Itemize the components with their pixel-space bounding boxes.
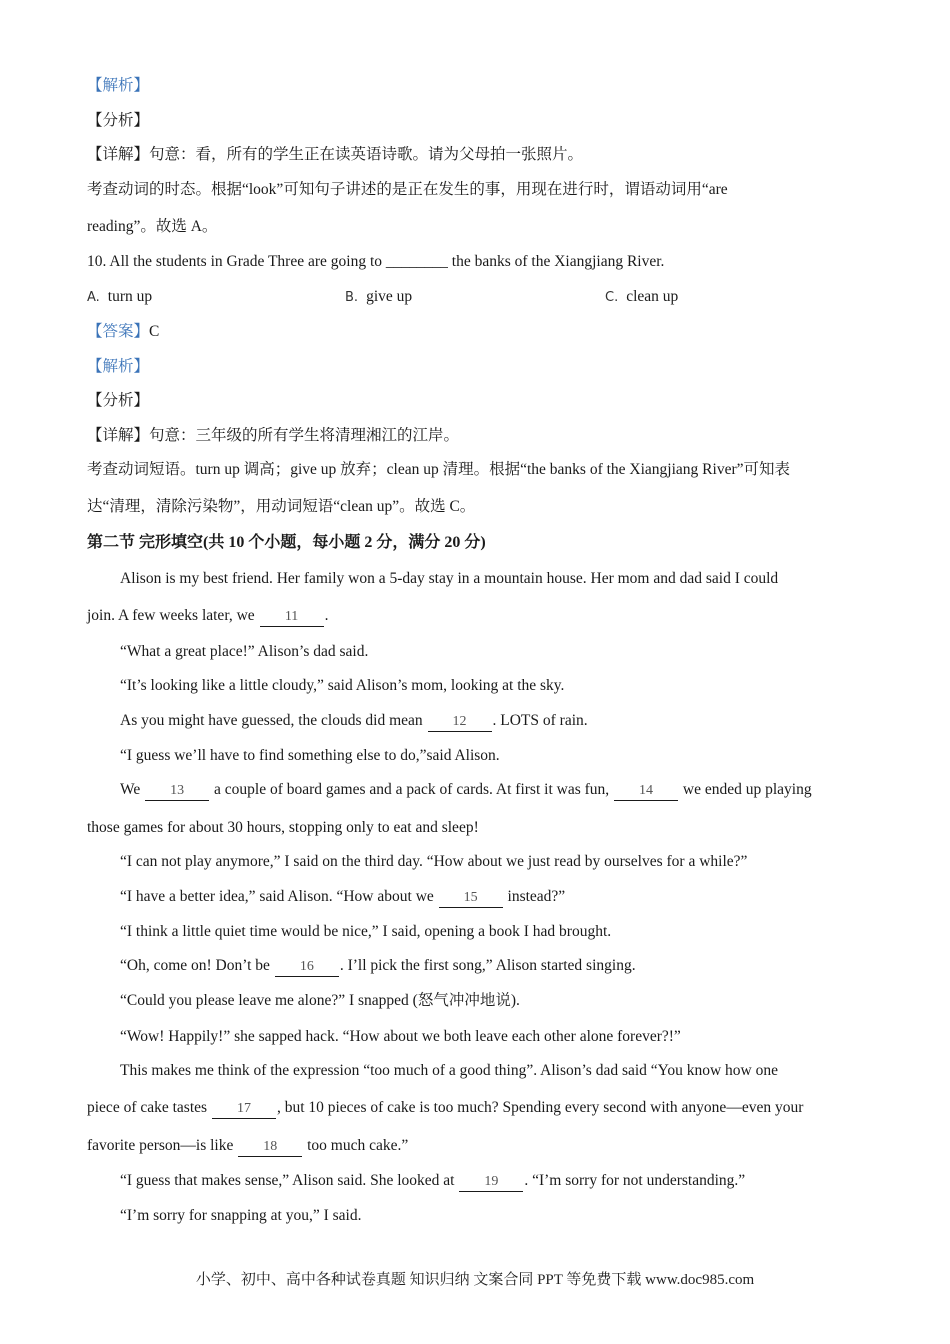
answer-q10: 【答案】C <box>87 323 160 340</box>
passage-p14: “I guess that makes sense,” Alison said. She looked at 19 . “I’m sorry for not understanding.” <box>120 1171 745 1192</box>
jiexi-label-q10: 【解析】 <box>87 358 150 375</box>
passage-p1-line1: Alison is my best friend. Her family won a 5-day stay in a mountain house. Her mom and dad said I could <box>120 570 779 587</box>
blank-12: 12 <box>428 712 492 732</box>
detail-q10: 【详解】句意：三年级的所有学生将清理湘江的江岸。 <box>87 427 460 444</box>
passage-p13-line3: favorite person—is like 18 too much cake.” <box>87 1136 408 1157</box>
passage-p9: “I think a little quiet time would be nice,” I said, opening a book I had brought. <box>120 923 612 940</box>
passage-p10: “Oh, come on! Don’t be 16 . I’ll pick the first song,” Alison started singing. <box>120 956 636 977</box>
option-a: A. turn up <box>87 288 153 305</box>
fenxi-label-q10: 【分析】 <box>87 392 150 409</box>
passage-p15: “I’m sorry for snapping at you,” I said. <box>120 1207 362 1224</box>
blank-16: 16 <box>275 957 339 977</box>
explain-q9-line2: reading”。故选 A。 <box>87 218 218 235</box>
blank-13: 13 <box>145 781 209 801</box>
footer-text: 小学、初中、高中各种试卷真题 知识归纳 文案合同 PPT 等免费下载 www.doc985.com <box>195 1272 755 1288</box>
option-c: C. clean up <box>605 288 679 305</box>
passage-p13-line2: piece of cake tastes 17 , but 10 pieces of cake is too much? Spending every second with anyone—even your <box>87 1098 803 1119</box>
passage-p6-line2: those games for about 30 hours, stopping only to eat and sleep! <box>87 819 479 836</box>
passage-p1-line2: join. A few weeks later, we 11 . <box>87 606 328 627</box>
question-10-stem: 10. All the students in Grade Three are going to ________ the banks of the Xiangjiang River. <box>87 253 665 270</box>
blank-18: 18 <box>238 1137 302 1157</box>
passage-p4: As you might have guessed, the clouds did mean 12 . LOTS of rain. <box>120 711 588 732</box>
passage-p8: “I have a better idea,” said Alison. “How about we 15 instead?” <box>120 887 565 908</box>
blank-15: 15 <box>439 888 503 908</box>
blank-19: 19 <box>459 1172 523 1192</box>
passage-p11: “Could you please leave me alone?” I snapped (怒气冲冲地说). <box>120 992 520 1009</box>
passage-p7: “I can not play anymore,” I said on the third day. “How about we just read by ourselves for a while?” <box>120 853 748 870</box>
blank-11: 11 <box>260 607 324 627</box>
option-b: B. give up <box>345 288 413 305</box>
section-title: 第二节 完形填空(共 10 个小题，每小题 2 分，满分 20 分) <box>87 534 486 551</box>
passage-p6-line1: We 13 a couple of board games and a pack of cards. At first it was fun, 14 we ended up playing <box>120 780 812 801</box>
passage-p5: “I guess we’ll have to find something else to do,”said Alison. <box>120 747 500 764</box>
blank-14: 14 <box>614 781 678 801</box>
detail-q9: 【详解】句意：看，所有的学生正在读英语诗歌。请为父母拍一张照片。 <box>87 146 584 163</box>
explain-q10-line1: 考查动词短语。turn up 调高；give up 放弃；clean up 清理。根据“the banks of the Xiangjiang River”可知表 <box>87 461 790 478</box>
jiexi-label-q9: 【解析】 <box>87 77 150 94</box>
explain-q9-line1: 考查动词的时态。根据“look”可知句子讲述的是正在发生的事，用现在进行时，谓语动词用“are <box>87 181 728 198</box>
fenxi-label-q9: 【分析】 <box>87 112 150 129</box>
passage-p3: “It’s looking like a little cloudy,” said Alison’s mom, looking at the sky. <box>120 677 565 694</box>
passage-p13-line1: This makes me think of the expression “too much of a good thing”. Alison’s dad said “You know how one <box>120 1062 778 1079</box>
blank-17: 17 <box>212 1099 276 1119</box>
explain-q10-line2: 达“清理，清除污染物”，用动词短语“clean up”。故选 C。 <box>87 498 476 515</box>
passage-p12: “Wow! Happily!” she sapped hack. “How about we both leave each other alone forever?!” <box>120 1028 681 1045</box>
passage-p2: “What a great place!” Alison’s dad said. <box>120 643 369 660</box>
